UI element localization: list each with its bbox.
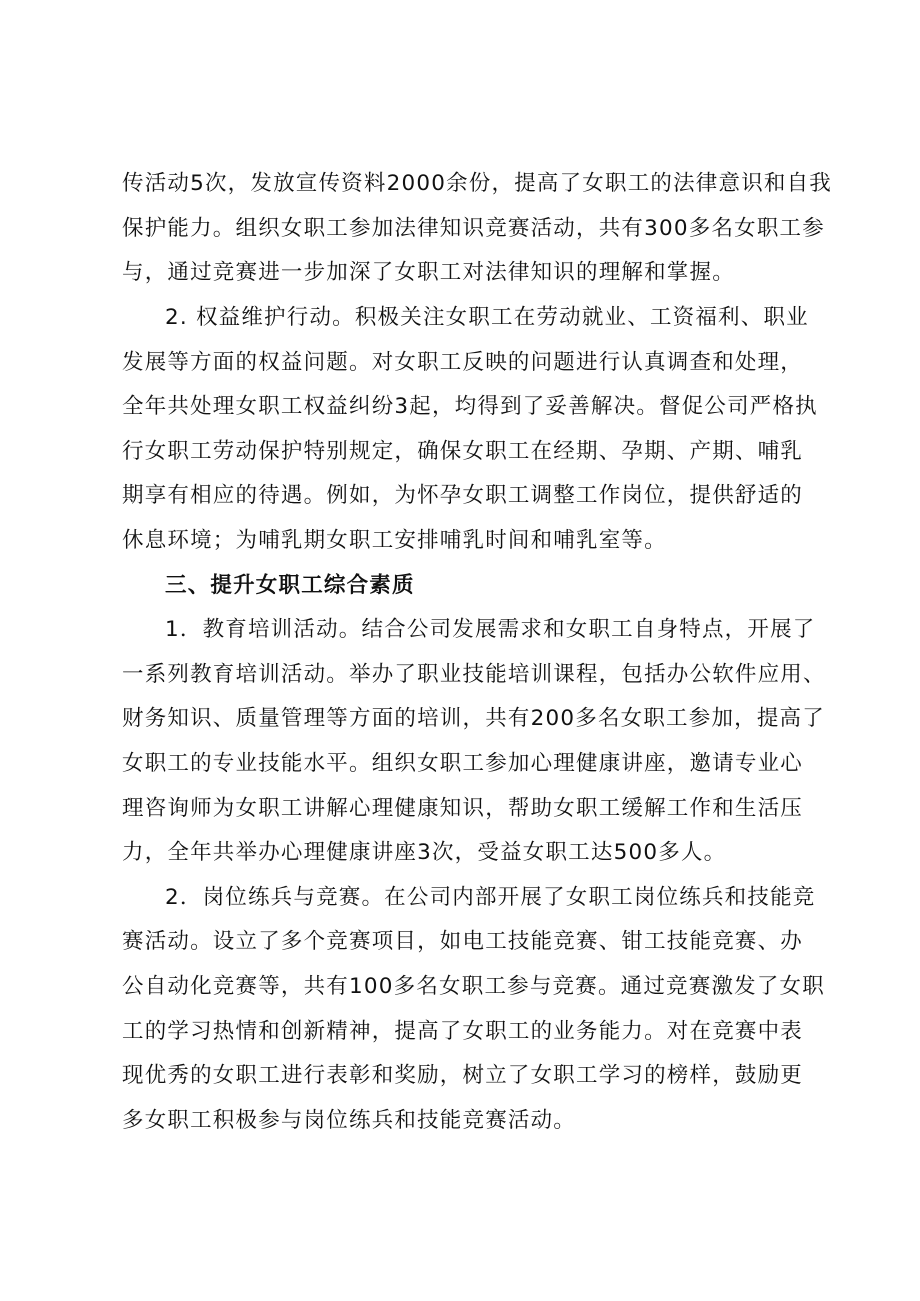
text-line: 行女职工劳动保护特别规定，确保女职工在经期、孕期、产期、哺乳 bbox=[122, 439, 804, 464]
section-heading: 三、提升女职工综合素质 bbox=[165, 573, 415, 598]
text-line: 财务知识、质量管理等方面的培训，共有200多名女职工参加，提高了 bbox=[122, 706, 825, 731]
text-line: 2. 权益维护行动。积极关注女职工在劳动就业、工资福利、职业 bbox=[165, 305, 809, 330]
text-line: 传活动5次，发放宣传资料2000余份，提高了女职工的法律意识和自我 bbox=[122, 171, 832, 196]
text-line: 保护能力。组织女职工参加法律知识竞赛活动，共有300多名女职工参 bbox=[122, 216, 825, 241]
text-line: 发展等方面的权益问题。对女职工反映的问题进行认真调查和处理， bbox=[122, 350, 804, 375]
text-line: 全年共处理女职工权益纠纷3起，均得到了妥善解决。督促公司严格执 bbox=[122, 394, 818, 419]
text-line: 现优秀的女职工进行表彰和奖励，树立了女职工学习的榜样，鼓励更 bbox=[122, 1063, 804, 1088]
text-line: 女职工的专业技能水平。组织女职工参加心理健康讲座，邀请专业心 bbox=[122, 751, 804, 776]
text-line: 期享有相应的待遇。例如，为怀孕女职工调整工作岗位，提供舒适的 bbox=[122, 483, 804, 508]
text-line: 工的学习热情和创新精神，提高了女职工的业务能力。对在竞赛中表 bbox=[122, 1019, 804, 1044]
text-line: 休息环境；为哺乳期女职工安排哺乳时间和哺乳室等。 bbox=[122, 528, 667, 553]
text-line: 公自动化竞赛等，共有100多名女职工参与竞赛。通过竞赛激发了女职 bbox=[122, 974, 825, 999]
text-line: 多女职工积极参与岗位练兵和技能竞赛活动。 bbox=[122, 1108, 577, 1133]
text-line: 1．教育培训活动。结合公司发展需求和女职工自身特点，开展了 bbox=[165, 617, 816, 642]
text-line: 一系列教育培训活动。举办了职业技能培训课程，包括办公软件应用、 bbox=[122, 662, 826, 687]
text-line: 与，通过竞赛进一步加深了女职工对法律知识的理解和掌握。 bbox=[122, 260, 735, 285]
text-line: 2．岗位练兵与竞赛。在公司内部开展了女职工岗位练兵和技能竞 bbox=[165, 885, 816, 910]
text-line: 力，全年共举办心理健康讲座3次，受益女职工达500多人。 bbox=[122, 840, 727, 865]
text-line: 理咨询师为女职工讲解心理健康知识，帮助女职工缓解工作和生活压 bbox=[122, 796, 804, 821]
text-line: 赛活动。设立了多个竞赛项目，如电工技能竞赛、钳工技能竞赛、办 bbox=[122, 929, 804, 954]
